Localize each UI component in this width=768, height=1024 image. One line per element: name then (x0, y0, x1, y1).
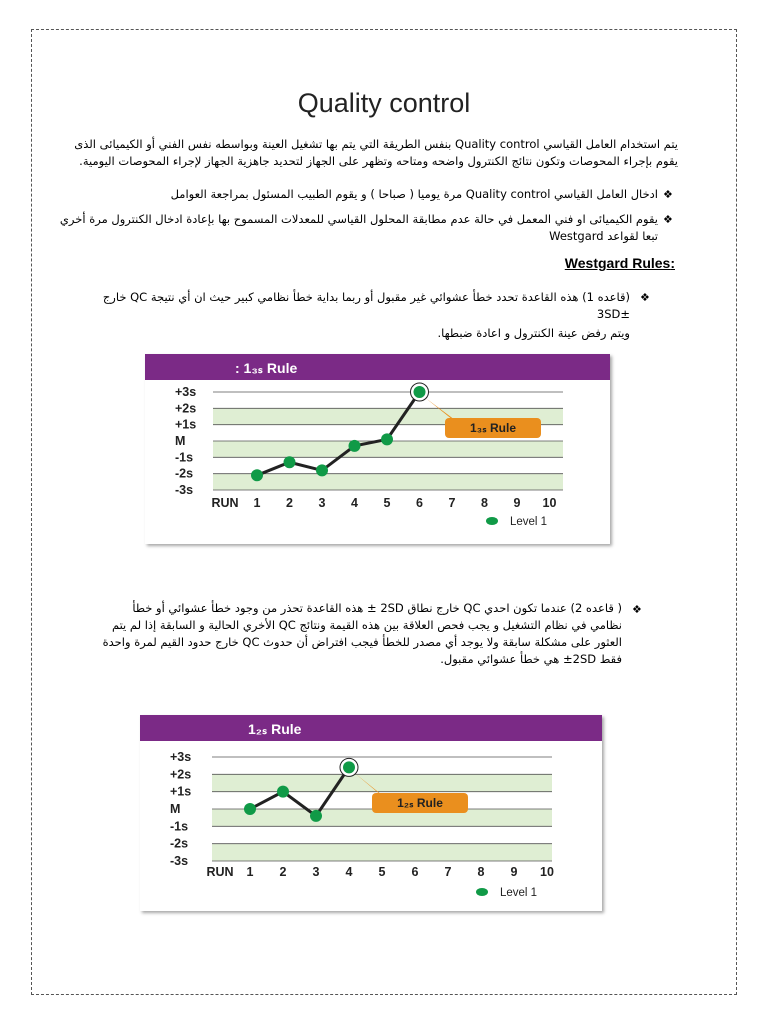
data-point (251, 469, 263, 481)
data-point (414, 386, 426, 398)
x-tick-label: 7 (444, 865, 452, 879)
x-tick-label: 1 (246, 865, 254, 879)
chart-title: 1₂ₛ Rule (248, 721, 302, 737)
westgard-heading: :Westgard Rules (564, 255, 675, 271)
chart-title: : 1₃ₛ Rule (235, 360, 298, 376)
chart-band (213, 474, 563, 490)
data-point (381, 433, 393, 445)
x-tick-label: 9 (510, 865, 518, 879)
chart-band (212, 774, 552, 791)
x-tick-label: 8 (481, 496, 488, 510)
y-tick-label: -2s (170, 836, 189, 851)
chart-12s-rule-svg (140, 715, 602, 911)
x-tick-label: 3 (312, 865, 320, 879)
data-point (316, 464, 328, 476)
y-tick-label: M (170, 802, 181, 816)
bullet-icon: ❖ (663, 213, 673, 226)
y-tick-label: +2s (170, 767, 192, 782)
y-tick-label: -2s (175, 466, 194, 481)
chart-13s-rule (145, 354, 610, 544)
bullet-icon: ❖ (640, 291, 650, 304)
data-point (284, 456, 296, 468)
chart-band (213, 392, 563, 408)
x-tick-label: 6 (416, 496, 423, 510)
y-tick-label: +2s (175, 401, 197, 416)
data-point (244, 803, 256, 815)
rule1-text: (قاعده 1) هذه القاعدة تحدد خطأ عشوائي غير مقبول أو ربما بداية خطأ نظامي كبير حيث ان أي نتيجة QC خارج ±3SD (102, 290, 630, 321)
x-tick-label: 1 (253, 496, 261, 510)
chart-header-bar (140, 715, 602, 741)
chart-12s-rule (140, 715, 602, 911)
data-point (343, 761, 355, 773)
data-point (349, 440, 361, 452)
chart-band (212, 757, 552, 774)
x-tick-label: 5 (378, 865, 386, 879)
document-title: Quality control (297, 88, 471, 118)
intro-paragraph: يتم استخدام العامل القياسي Quality control بنفس الطريقة التي يتم بها تشغيل العينة وبواسطه نفس الفني أو الكيميائى الذى يقوم بإجراء المحوصات وتكون نتائج الكنترول واضحه ومتاحه وتظهر على الجهاز لتحديد جاهزية الجهاز لإجراء المحوصات اليومية. (74, 137, 678, 168)
x-tick-label: 10 (542, 496, 557, 510)
bullet-text-1: ادخال العامل القياسي Quality control مرة يوميا ( صباحا ) و يقوم الطبيب المسئول بمراجعة العوامل (170, 187, 658, 201)
y-tick-label: +3s (170, 750, 192, 764)
bullet-icon: ❖ (632, 603, 642, 616)
data-point (310, 810, 322, 822)
legend-label: Level 1 (500, 887, 538, 899)
chart-band (212, 844, 552, 861)
y-tick-label: +1s (175, 417, 197, 432)
x-tick-label: 10 (540, 865, 554, 879)
y-tick-label: -1s (175, 450, 194, 465)
callout-label: 1₂ₛ Rule (397, 796, 443, 810)
data-point (277, 786, 289, 798)
legend-marker (486, 517, 498, 525)
bullet-icon: ❖ (663, 188, 673, 201)
callout-label: 1₃ₛ Rule (469, 421, 517, 435)
y-tick-label: -3s (175, 483, 194, 497)
legend-label: Level 1 (510, 516, 548, 528)
x-axis-run-label: RUN (211, 496, 239, 510)
x-tick-label: 2 (286, 496, 293, 510)
x-tick-label: 2 (279, 865, 287, 879)
chart-band (212, 826, 552, 843)
chart-13s-rule-svg (145, 354, 610, 544)
y-tick-label: +3s (175, 385, 197, 399)
rule2-text: ( قاعده 2) عندما تكون احدي QC خارج نطاق 2SD ± هذه القاعدة تحذر من وجود خطأ عشوائي أو خطأ نظامي في نظام التشغيل و يجب فحص العلاقة بين هذه القيمة ونتائج QC الأخري الحالية و السابقة إذا لم يتم العثور على مشكلة سابقة ولا يوجد أي مصدر للخطأ فيجب افتراض أن حدوث QC خارج حدود القيم لمرة واحدة فقط 2SD± هي خطأ عشوائي مقبول. (102, 601, 622, 666)
x-tick-label: 3 (318, 496, 326, 510)
y-tick-label: -1s (170, 819, 189, 834)
x-tick-label: 8 (477, 865, 485, 879)
y-tick-label: -3s (170, 854, 189, 868)
x-axis-run-label: RUN (206, 865, 234, 879)
bullet-text-2: يقوم الكيميائى او فني المعمل في حالة عدم مطابقة المحلول القياسي للمعدلات المسموح بها بإعادة ادخال الكنترول مرة أخري تبعا لقواعد Westgard (59, 212, 658, 243)
chart-header-bar (145, 354, 610, 380)
x-tick-label: 4 (345, 865, 353, 879)
x-tick-label: 7 (448, 496, 456, 510)
y-tick-label: +1s (170, 784, 192, 799)
x-tick-label: 9 (513, 496, 521, 510)
x-tick-label: 5 (383, 496, 391, 510)
x-tick-label: 6 (411, 865, 419, 879)
rule1-text-continued: ويتم رفض عينة الكنترول و اعادة ضبطها. (437, 326, 630, 340)
legend-marker (476, 888, 488, 896)
y-tick-label: M (175, 434, 186, 448)
x-tick-label: 4 (351, 496, 358, 510)
